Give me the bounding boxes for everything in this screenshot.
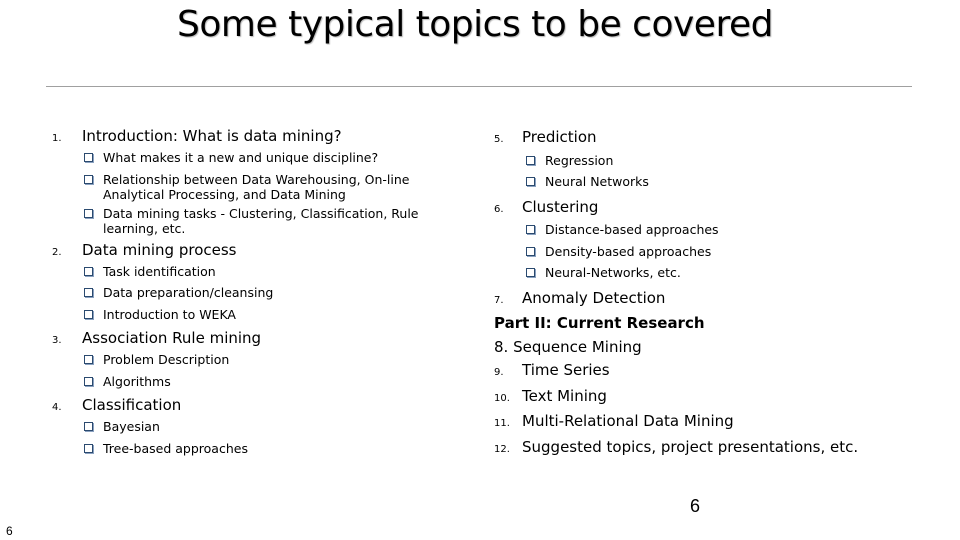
subtopic-item: Regression (526, 153, 914, 168)
topic-label: Association Rule mining (82, 329, 262, 347)
topic-number: 1. (52, 133, 62, 144)
subtopic-item: Problem Description (84, 352, 452, 367)
topic-item-8: 8. Sequence Mining (494, 337, 642, 356)
subtopic-item: Algorithms (84, 374, 452, 389)
topic-number: 9. (494, 367, 504, 378)
subtopic-item: Data mining tasks - Clustering, Classification, Rule learning, etc. (84, 206, 452, 236)
topic-item-10 (494, 385, 914, 411)
topic-label: Data mining process (82, 240, 237, 259)
slide-number: 6 (6, 524, 13, 538)
topic-label: Text Mining (522, 386, 607, 405)
topic-number: 6. (494, 203, 504, 215)
topic-label: Introduction: What is data mining? (82, 127, 342, 145)
square-bullet-icon (84, 310, 93, 319)
topic-number: 4. (52, 402, 62, 413)
page-number: 6 (690, 496, 701, 516)
slide-title: Some typical topics to be covered (177, 4, 773, 45)
part-two-heading: Part II: Current Research (494, 314, 705, 332)
subtopic-item: Data preparation/cleansing (84, 285, 452, 300)
square-bullet-icon (84, 175, 93, 184)
topic-item-7 (494, 287, 914, 313)
title-divider (46, 86, 912, 87)
topic-item-9 (494, 359, 914, 385)
subtopic-item: Relationship between Data Warehousing, On-line Analytical Processing, and Data Mining (84, 172, 452, 202)
square-bullet-icon (84, 444, 93, 453)
right-topic-list (494, 126, 914, 461)
topic-number: 12. (494, 443, 510, 455)
topic-item-3 (52, 328, 452, 389)
subtopic-item: What makes it a new and unique discipline? (84, 150, 452, 165)
topic-number: 2. (52, 246, 62, 258)
subtopic-item: Density-based approaches (526, 244, 914, 259)
square-bullet-icon (526, 156, 535, 165)
square-bullet-icon (84, 377, 93, 386)
square-bullet-icon (84, 355, 93, 364)
square-bullet-icon (526, 268, 535, 277)
subtopic-item: Distance-based approaches (526, 222, 914, 237)
square-bullet-icon (84, 209, 93, 218)
topic-item-6 (494, 196, 914, 281)
topic-number: 5. (494, 134, 504, 145)
subtopic-item: Tree-based approaches (84, 441, 452, 456)
square-bullet-icon (526, 225, 535, 234)
left-topic-list (52, 126, 452, 462)
topic-label: Time Series (522, 361, 610, 379)
square-bullet-icon (84, 288, 93, 297)
subtopic-item: Task identification (84, 264, 452, 279)
topic-item-2 (52, 240, 452, 322)
square-bullet-icon (84, 153, 93, 162)
topic-label: Classification (82, 396, 182, 414)
topic-number: 3. (52, 335, 62, 346)
square-bullet-icon (84, 422, 93, 431)
subtopic-item: Bayesian (84, 419, 452, 434)
topic-label: Suggested topics, project presentations, etc. (522, 437, 859, 456)
topic-label: Anomaly Detection (522, 288, 666, 307)
topic-item-4 (52, 395, 452, 456)
topic-number: 10. (494, 392, 510, 404)
topic-item-12 (494, 436, 914, 462)
square-bullet-icon (84, 267, 93, 276)
square-bullet-icon (526, 247, 535, 256)
square-bullet-icon (526, 177, 535, 186)
topic-item-11 (494, 410, 914, 436)
topic-item-1 (52, 126, 452, 236)
topic-number: 7. (494, 294, 504, 306)
topic-label: Multi-Relational Data Mining (522, 412, 734, 430)
topic-label: Clustering (522, 197, 599, 216)
subtopic-item: Introduction to WEKA (84, 307, 452, 322)
subtopic-item: Neural Networks (526, 174, 914, 189)
topic-label: Prediction (522, 128, 597, 146)
topic-number: 11. (494, 418, 510, 429)
subtopic-item: Neural-Networks, etc. (526, 265, 914, 280)
topic-item-5 (494, 126, 914, 189)
